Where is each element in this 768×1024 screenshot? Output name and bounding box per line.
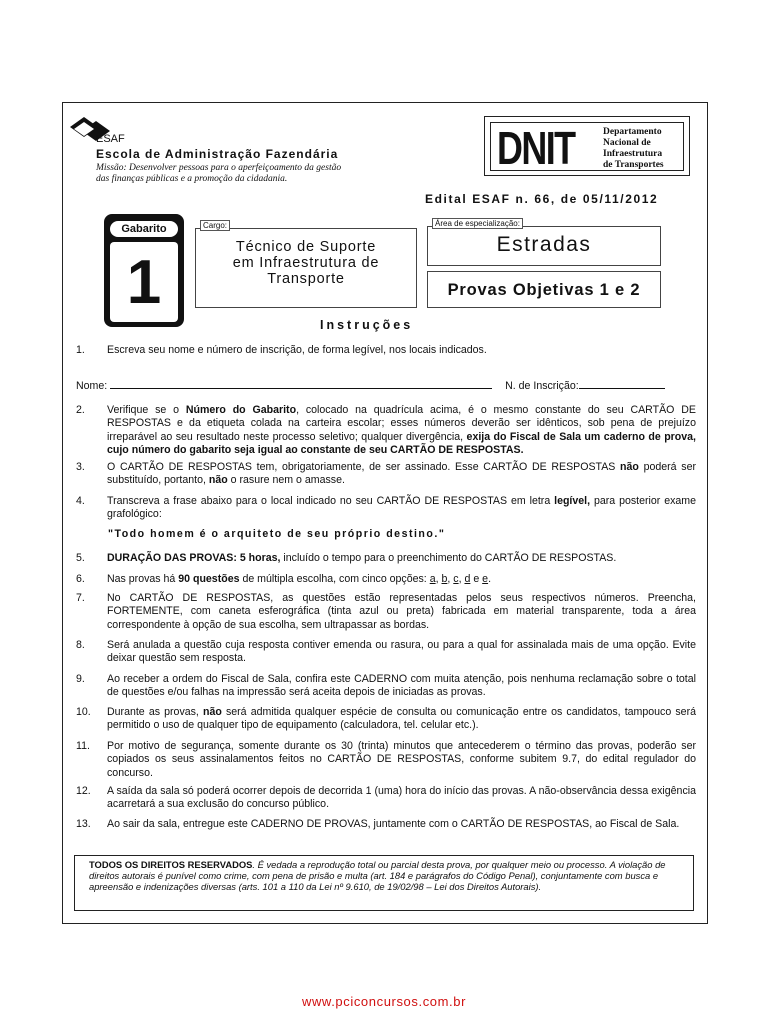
- item-number: 6.: [76, 573, 85, 585]
- esaf-mission: [96, 163, 376, 185]
- instruction-item: [76, 785, 696, 812]
- item-text: Durante as provas, não será admitida qualquer espécie de consulta ou comunicação entre os candidatos, tampouco será permitido o uso de qualquer tipo de equipamento (calculadora, tel. celular etc.).: [107, 706, 696, 732]
- instruction-item: [76, 495, 696, 522]
- esaf-school-name: Escola de Administração Fazendária: [96, 147, 339, 161]
- item-text: DURAÇÃO DAS PROVAS: 5 horas, incluído o tempo para o preenchimento do CARTÃO DE RESPOSTAS.: [107, 552, 617, 564]
- item-text: O CARTÃO DE RESPOSTAS tem, obrigatoriamente, de ser assinado. Esse CARTÃO DE RESPOSTAS não poderá ser substituído, portanto, não o rasure nem o amasse.: [107, 461, 696, 487]
- rights-bold: TODOS OS DIREITOS RESERVADOS: [89, 859, 253, 870]
- dnit-line: Nacional de: [603, 138, 651, 148]
- handwriting-phrase: "Todo homem é o arquiteto de seu próprio destino.": [108, 528, 446, 540]
- instruction-item: [76, 706, 696, 733]
- item-number: 8.: [76, 639, 85, 651]
- provas-title: Provas Objetivas 1 e 2: [447, 281, 641, 299]
- esaf-logo-icon: [68, 113, 130, 151]
- cargo-line: Transporte: [267, 271, 345, 287]
- area-value: Estradas: [496, 233, 592, 256]
- gabarito-label: Gabarito: [110, 221, 178, 237]
- item-text: A saída da sala só poderá ocorrer depois de decorrida 1 (uma) hora do início das provas. A não-observância dessa exigência acarretará a sua exclusão do concurso público.: [107, 785, 696, 811]
- item-text: Ao receber a ordem do Fiscal de Sala, confira este CADERNO com muita atenção, pois nenhuma reclamação sobre o total de questões e/ou falhas na impressão será aceita depois de iniciadas as provas.: [107, 673, 696, 699]
- item-number: 4.: [76, 495, 85, 507]
- cargo-label: Cargo:: [200, 220, 230, 231]
- dnit-wordmark: DNIT: [497, 122, 575, 174]
- item-text: Por motivo de segurança, somente durante os 30 (trinta) minutos que antecederem o término das provas, poderão ser copiados os seus assinalamentos feitos no CARTÃO DE RESPOSTAS, conforme subitem 9.7, do edital regulador do concurso.: [107, 740, 696, 779]
- item-number: 12.: [76, 785, 91, 797]
- nome-label: Nome:: [76, 380, 108, 392]
- item-text: Escreva seu nome e número de inscrição, de forma legível, nos locais indicados.: [107, 344, 487, 356]
- instruction-item: [76, 573, 696, 586]
- instruction-item: [76, 639, 696, 666]
- dnit-line: Infraestrutura: [603, 149, 663, 159]
- item-number: 11.: [76, 740, 90, 752]
- item-number: 1.: [76, 344, 85, 356]
- instruction-item: [76, 740, 696, 780]
- esaf-mission-line: das finanças públicas e a promoção da cidadania.: [96, 174, 288, 184]
- dnit-line: de Transportes: [603, 160, 664, 170]
- instruction-item: [76, 673, 696, 700]
- footer-url[interactable]: www.pciconcursos.com.br: [301, 994, 467, 1009]
- item-text: Transcreva a frase abaixo para o local indicado no seu CARTÃO DE RESPOSTAS em letra legível, para posterior exame grafológico:: [107, 495, 697, 521]
- cargo-line: em Infraestrutura de: [232, 255, 380, 271]
- instruction-item: [76, 344, 696, 357]
- instruction-item: [76, 404, 696, 457]
- item-number: 3.: [76, 461, 85, 473]
- esaf-mission-line: Missão: Desenvolver pessoas para o aperfeiçoamento da gestão: [96, 163, 342, 173]
- dnit-line: Departamento: [603, 127, 662, 137]
- item-number: 10.: [76, 706, 91, 718]
- item-text: Ao sair da sala, entregue este CADERNO DE PROVAS, juntamente com o CARTÃO DE RESPOSTAS, ao Fiscal de Sala.: [107, 818, 680, 830]
- dnit-full-name: [603, 127, 664, 171]
- rights-text: . É vedada a reprodução total ou parcial desta prova, por qualquer meio ou processo. A violação de direitos autorais é punível como crime, com pena de prisão e multa (art. 184 e parágrafos do Código Penal), conjuntamente com busca e apreensão e indenizações diversas (arts. 101 a 110 da Lei nº 9.610, de 19/02/98 – Lei dos Direitos Autorais).: [89, 859, 666, 892]
- item-number: 2.: [76, 404, 85, 416]
- instructions-title: Instruções: [320, 318, 414, 332]
- item-text: Nas provas há 90 questões de múltipla escolha, com cinco opções: a, b, c, d e e.: [107, 573, 492, 585]
- rights-notice: [74, 855, 694, 911]
- edital-reference: Edital ESAF n. 66, de 05/11/2012: [425, 192, 659, 206]
- item-number: 9.: [76, 673, 85, 685]
- cargo-title: [195, 239, 417, 287]
- instruction-item: [76, 818, 696, 831]
- instruction-item: [76, 552, 696, 565]
- esaf-label: ESAF: [96, 133, 125, 145]
- nome-field[interactable]: [110, 378, 492, 389]
- instruction-item: [76, 461, 696, 488]
- cargo-line: Técnico de Suporte: [235, 239, 377, 255]
- inscricao-field[interactable]: [579, 378, 665, 389]
- item-text: Verifique se o Número do Gabarito, colocado na quadrícula acima, é o mesmo constante do seu CARTÃO DE RESPOSTAS e da etiqueta colada na carteira escolar; esses números deverão ser idênticos, sob pena de prejuízo irreparável ao seu resultado neste processo seletivo; qualquer divergência, exija do Fiscal de Sala um caderno de prova, cujo número do gabarito seja igual ao constante de seu CARTÃO DE RESPOSTAS.: [107, 404, 696, 456]
- gabarito-number: 1: [110, 242, 178, 322]
- item-number: 7.: [76, 592, 85, 604]
- item-text: Será anulada a questão cuja resposta contiver emenda ou rasura, ou para a qual for assinalada mais de uma opção. Evite deixar questão sem resposta.: [107, 639, 696, 665]
- item-number: 5.: [76, 552, 85, 564]
- instruction-item: [76, 592, 696, 632]
- inscricao-label: N. de Inscrição:: [505, 380, 579, 392]
- name-row: [76, 378, 696, 392]
- item-text: No CARTÃO DE RESPOSTAS, as questões estão representadas pelos seus respectivos números. Preencha, FORTEMENTE, com caneta esferográfica (tinta azul ou preta) fabricada em material transparente, toda a área correspondente à opção de sua escolha, sem ultrapassar as bordas.: [107, 592, 696, 631]
- item-number: 13.: [76, 818, 91, 830]
- area-label: Área de especialização:: [432, 218, 523, 229]
